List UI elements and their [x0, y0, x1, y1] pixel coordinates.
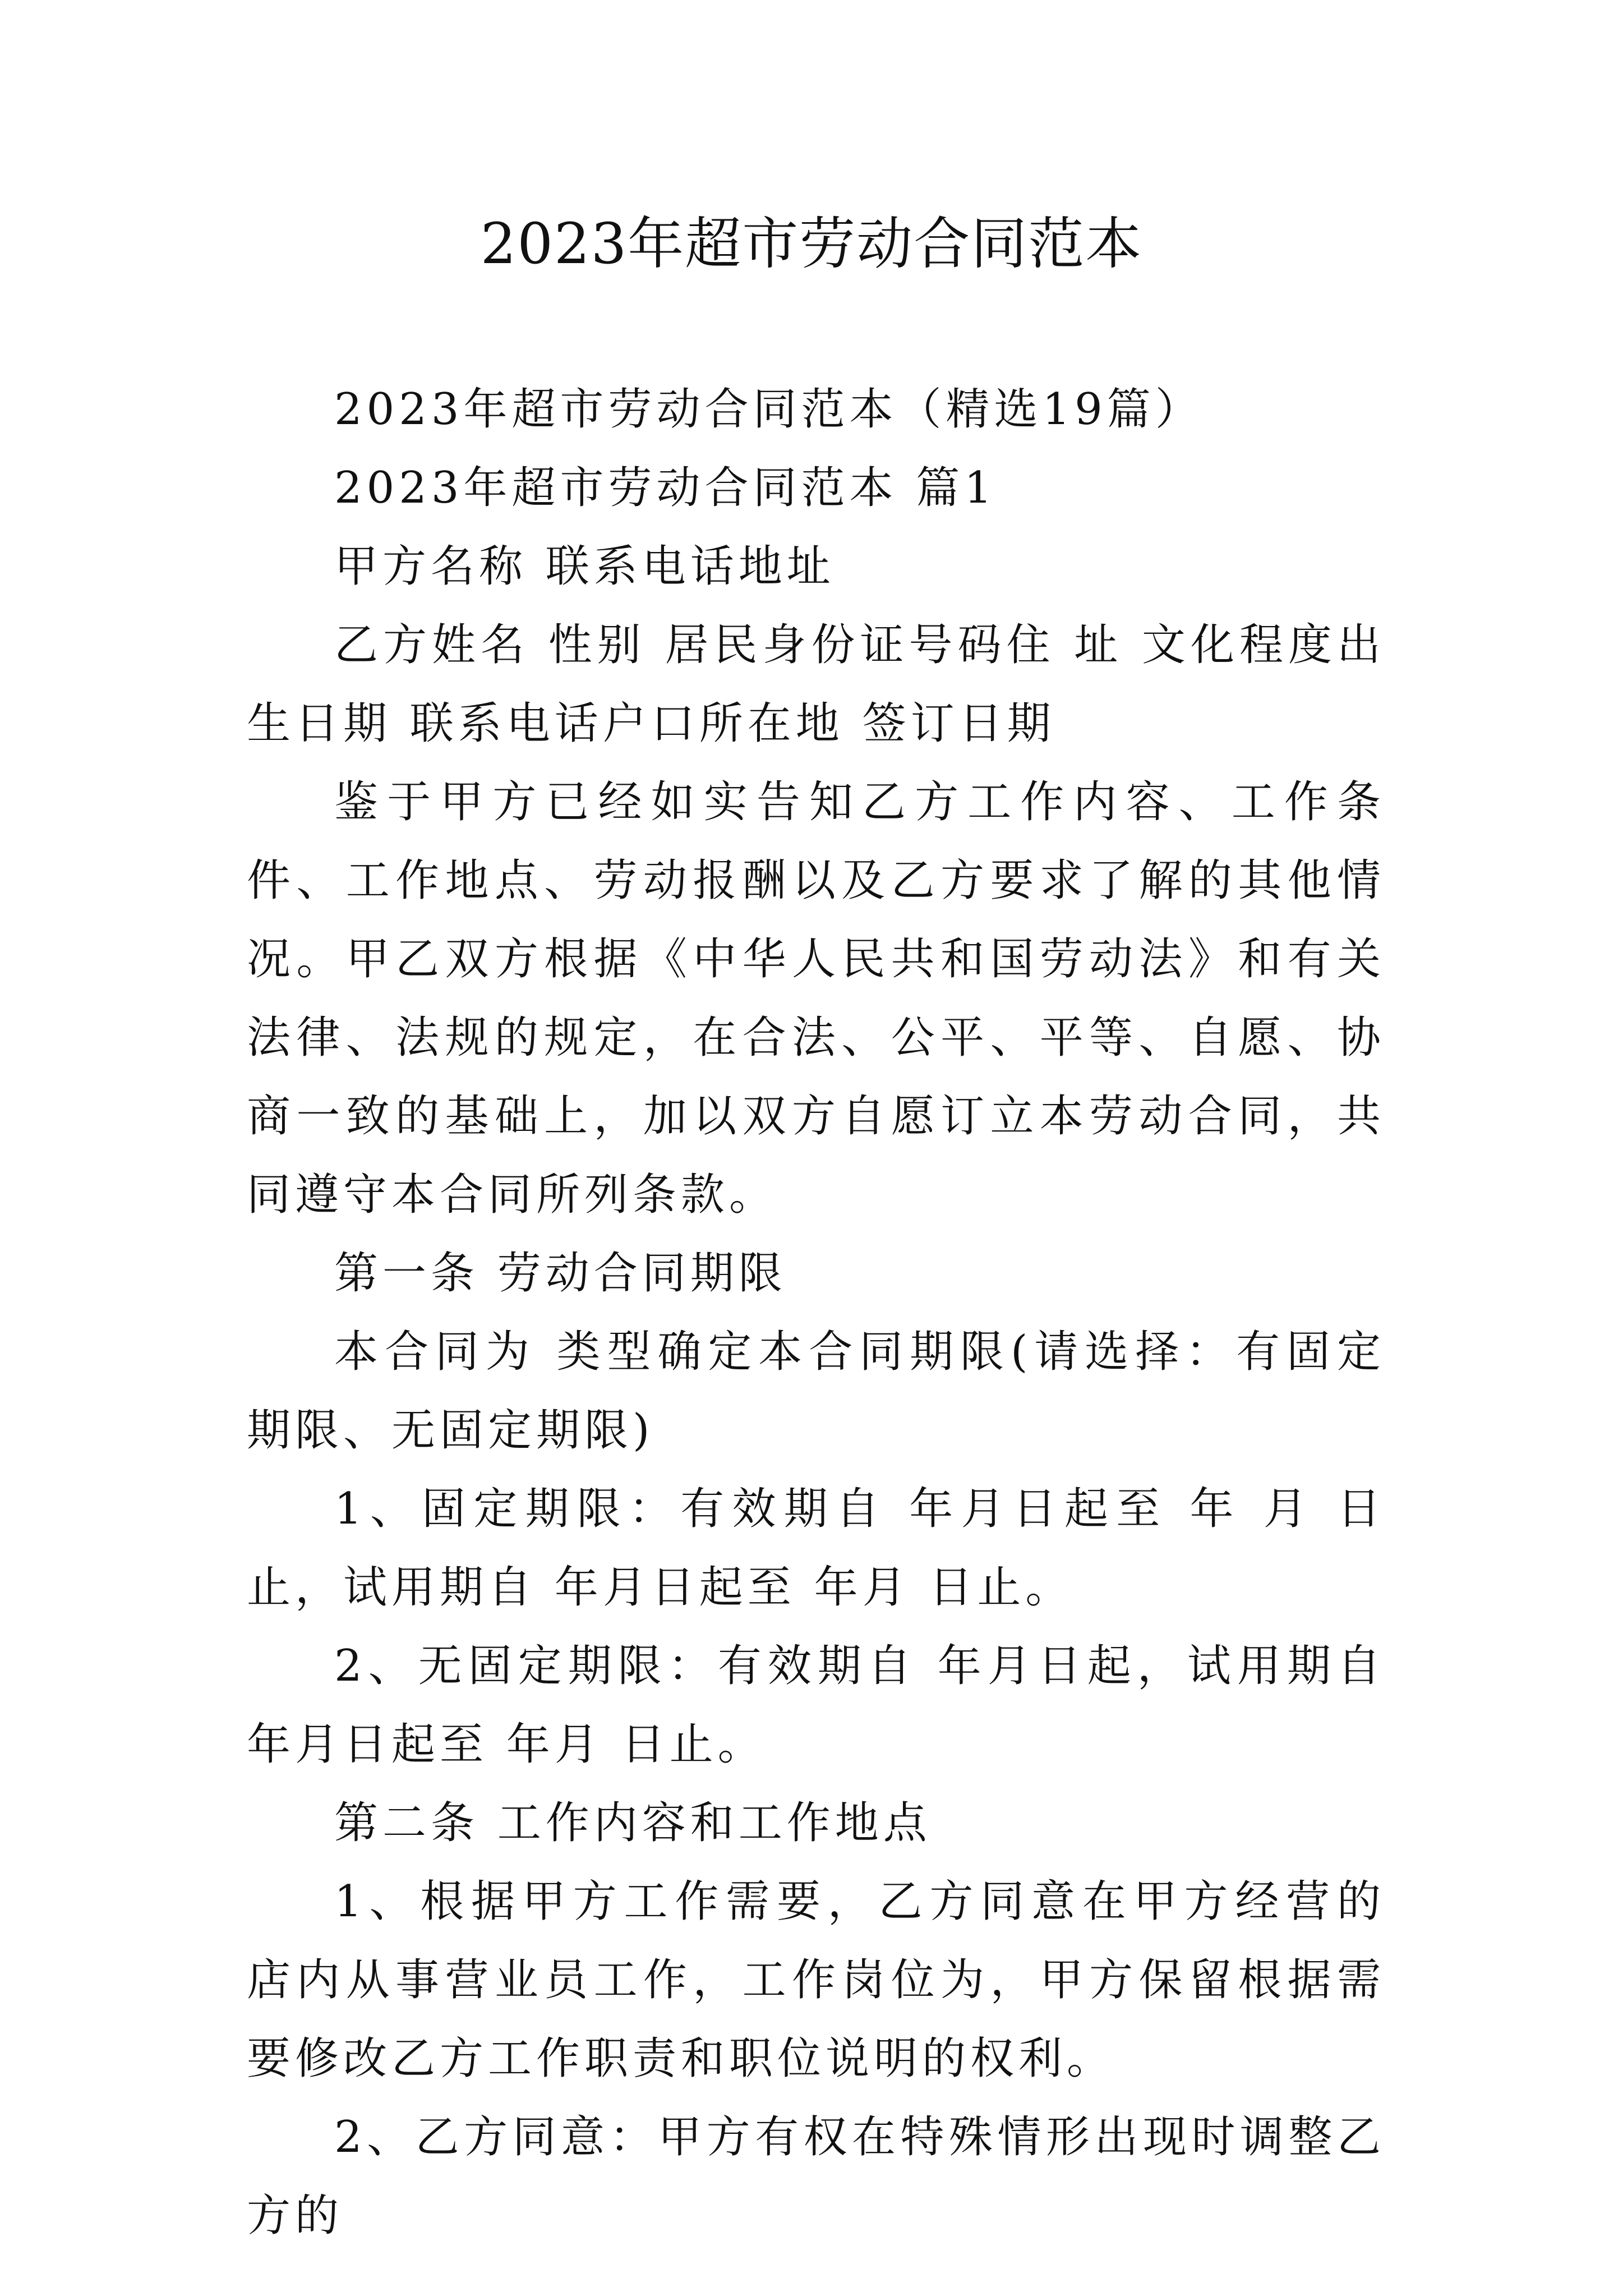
paragraph-open-term: 2、无固定期限：有效期自 年月日起，试用期自 年月日起至 年月 日止。 — [247, 1641, 1385, 1770]
paragraph-contract-type: 本合同为 类型确定本合同期限(请选择：有固定期限、无固定期限) — [247, 1327, 1385, 1456]
paragraph-subtitle: 2023年超市劳动合同范本（精选19篇） — [334, 384, 1204, 435]
paragraph-party-b: 乙方姓名 性别 居民身份证号码住 址 文化程度出生日期 联系电话户口所在地 签订日期 — [247, 620, 1385, 749]
paragraph-fixed-term: 1、固定期限：有效期自 年月日起至 年 月 日止，试用期自 年月日起至 年月 日止。 — [247, 1484, 1385, 1613]
paragraph-party-a: 甲方名称 联系电话地址 — [334, 541, 835, 592]
paragraph-article-1-heading: 第一条 劳动合同期限 — [334, 1248, 787, 1299]
paragraph-adjustment: 2、乙方同意：甲方有权在特殊情形出现时调整乙方的 — [247, 2112, 1385, 2241]
document-body — [247, 370, 1385, 2255]
paragraph-preamble: 鉴于甲方已经如实告知乙方工作内容、工作条件、工作地点、劳动报酬以及乙方要求了解的其他情况。甲乙双方根据《中华人民共和国劳动法》和有关法律、法规的规定，在合法、公平、平等、自愿、协商一致的基础上，加以双方自愿订立本劳动合同，共同遵守本合同所列条款。 — [247, 777, 1385, 1220]
document-title: 2023年超市劳动合同范本 — [480, 211, 1143, 277]
paragraph-article-2-heading: 第二条 工作内容和工作地点 — [334, 1798, 932, 1848]
paragraph-section-heading: 2023年超市劳动合同范本 篇1 — [334, 463, 997, 513]
paragraph-job-content: 1、根据甲方工作需要，乙方同意在甲方经营的 店内从事营业员工作，工作岗位为，甲方保留根据需要修改乙方工作职责和职位说明的权利。 — [247, 1876, 1385, 2084]
